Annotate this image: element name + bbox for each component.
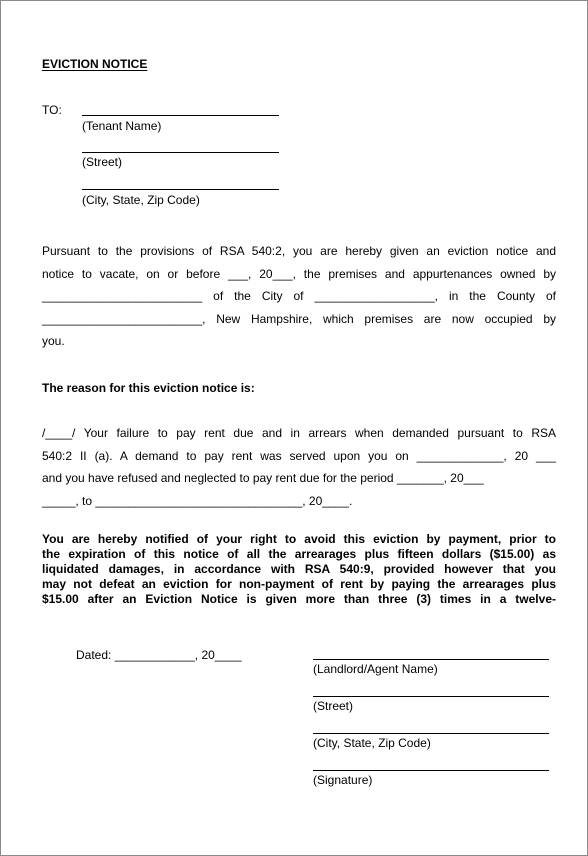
payment-notice-line: You are hereby notified of your right to avoid this eviction by payment, prior to: [42, 532, 556, 546]
tenant-city-label: (City, State, Zip Code): [82, 193, 200, 207]
notice-line: you.: [42, 334, 65, 348]
tenant-street-label: (Street): [82, 155, 123, 169]
tenant-city-line: [82, 189, 279, 190]
landlord-name-label: (Landlord/Agent Name): [313, 662, 438, 676]
tenant-name-line: [82, 115, 279, 116]
signature-line: [313, 770, 549, 771]
payment-notice-line: $15.00 after an Eviction Notice is given more than three (3) times in a twelve-: [42, 592, 556, 606]
dated-field: Dated: ____________, 20____: [76, 648, 242, 662]
landlord-city-label: (City, State, Zip Code): [313, 736, 431, 750]
payment-notice-paragraph: [42, 532, 556, 607]
reason-line: 540:2 II (a). A demand to pay rent was served upon you on _____________, 20 ___: [42, 448, 556, 463]
to-label: TO:: [42, 103, 62, 117]
signature-label: (Signature): [313, 773, 373, 787]
document-title: EVICTION NOTICE: [42, 57, 148, 71]
landlord-city-line: [313, 733, 549, 734]
notice-line: notice to vacate, on or before ___, 20___, the premises and appurtenances owned by: [42, 266, 556, 281]
landlord-street-line: [313, 696, 549, 697]
landlord-street-label: (Street): [313, 699, 354, 713]
payment-notice-line: the expiration of this notice of all the arrearages plus fifteen dollars ($15.00) as: [42, 547, 556, 561]
notice-line: Pursuant to the provisions of RSA 540:2, you are hereby given an eviction notice and: [42, 244, 556, 258]
tenant-street-line: [82, 152, 279, 153]
notice-line: ________________________ of the City of __________________, in the County of: [42, 289, 556, 303]
landlord-name-line: [313, 659, 549, 660]
reason-paragraph: [42, 422, 556, 512]
payment-notice-line: may not defeat an eviction for non-payment of rent by paying the arrearages plus: [42, 577, 556, 591]
reason-line: and you have refused and neglected to pay rent due for the period _______, 20___: [42, 471, 484, 485]
reason-line: /____/ Your failure to pay rent due and in arrears when demanded pursuant to RSA: [42, 426, 556, 440]
tenant-name-label: (Tenant Name): [82, 119, 162, 133]
payment-notice-line: liquidated damages, in accordance with RSA 540:9, provided however that you: [42, 562, 556, 576]
reason-line: _____, to _______________________________, 20____.: [42, 493, 353, 508]
notice-line: ________________________, New Hampshire, which premises are now occupied by: [42, 311, 556, 326]
reason-heading: The reason for this eviction notice is:: [42, 381, 255, 395]
notice-paragraph: [42, 240, 556, 353]
